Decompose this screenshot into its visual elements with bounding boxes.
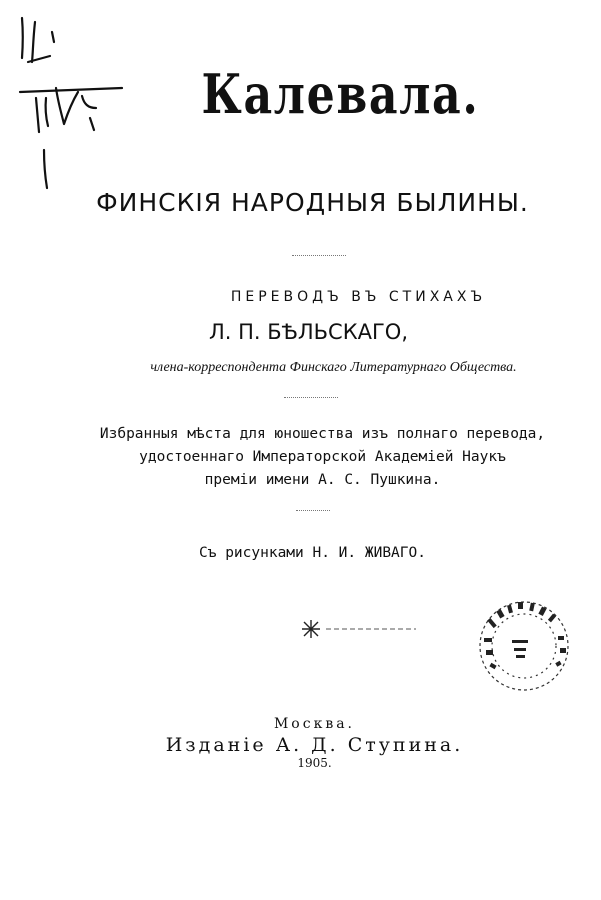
book-title: Калевала.: [201, 62, 480, 126]
edition-note: [22, 423, 601, 492]
star-ornament-icon: [300, 618, 420, 640]
edition-note-line: преміи имени А. С. Пушкина.: [204, 472, 441, 488]
divider-rule: [284, 397, 338, 398]
edition-note-line: удостоеннаго Императорской Академіей Наукъ: [139, 449, 506, 465]
divider-rule: [296, 510, 330, 511]
translation-label: ПЕРЕВОДЪ ВЪ СТИХАХЪ: [230, 289, 487, 305]
translator-name: Л. П. БѢЛЬСКАГО,: [208, 320, 409, 344]
book-subtitle: ФИНСКІЯ НАРОДНЫЯ БЫЛИНЫ.: [96, 188, 529, 217]
edition-note-line: Избранныя мѣста для юношества изъ полнаго перевода,: [99, 426, 546, 442]
publication-year: 1905.: [297, 756, 332, 770]
divider-rule: [292, 255, 346, 256]
illustrations-credit: Съ рисунками Н. И. ЖИВАГО.: [199, 545, 426, 561]
translator-title: члена-корреспондента Финскаго Литературнаго Общества.: [150, 360, 517, 375]
publication-city: Москва.: [273, 716, 356, 732]
publisher: Изданіе А. Д. Ступина.: [165, 734, 464, 756]
library-stamp-icon: [472, 588, 592, 698]
